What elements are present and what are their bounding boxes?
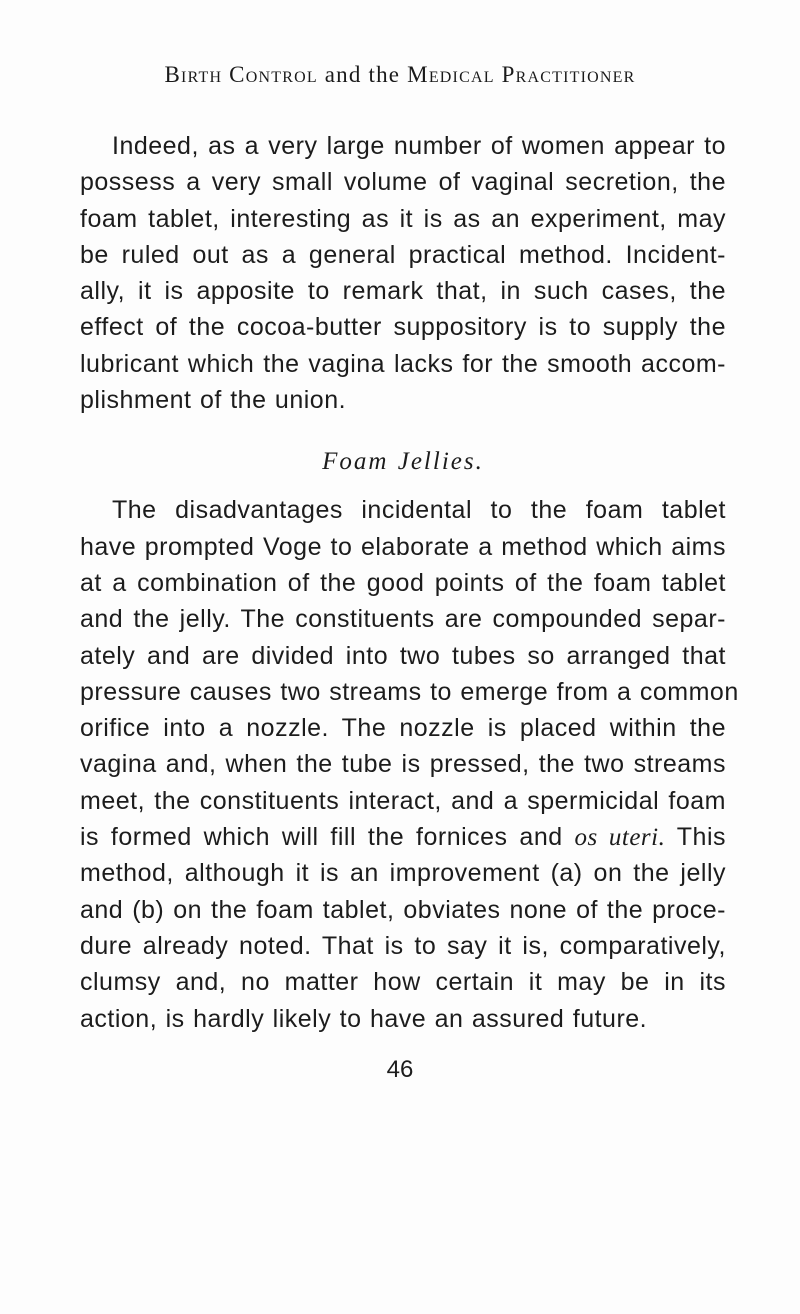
running-head-word: Practitioner: [501, 62, 636, 87]
body-text: [80, 128, 739, 1037]
text-line: be ruled out as a general practical method. Incident-: [80, 240, 726, 269]
running-head-word: the: [368, 62, 401, 87]
text-run: is formed which will fill the fornices and: [80, 823, 575, 852]
text-line: lubricant which the vagina lacks for the smooth accom-: [80, 349, 726, 378]
text-line: Indeed, as a very large number of women appear to: [112, 132, 726, 160]
text-line: meet, the constituents interact, and a spermicidal foam: [80, 786, 726, 815]
running-head-word: Birth: [164, 62, 223, 87]
running-head: [0, 62, 800, 88]
text-line: ately and are divided into two tubes so arranged that: [80, 641, 726, 670]
text-line: plishment of the union.: [80, 386, 347, 415]
section-heading: Foam Jellies.: [322, 448, 484, 476]
text-line: possess a very small volume of vaginal secretion, the: [80, 168, 726, 197]
text-line: effect of the cocoa-butter suppository is to supply the: [80, 313, 726, 342]
paragraph-1: [80, 128, 726, 418]
text-line: foam tablet, interesting as it is as an experiment, may: [80, 204, 726, 233]
text-line: The disadvantages incidental to the foam tablet: [112, 496, 726, 525]
page-number: 46: [386, 1056, 414, 1083]
text-line: vagina and, when the tube is pressed, the two streams: [80, 750, 726, 779]
running-head-word: Medical: [407, 62, 495, 87]
text-line: at a combination of the good points of the foam tablet: [80, 568, 726, 597]
text-line: and (b) on the foam tablet, obviates none of the proce-: [80, 895, 726, 924]
text-run: This: [665, 823, 726, 852]
text-line: action, is hardly likely to have an assured future.: [80, 1004, 648, 1033]
text-line: dure already noted. That is to say it is, comparatively,: [80, 931, 726, 960]
running-head-word: and: [324, 62, 362, 87]
text-line: [80, 819, 726, 855]
text-line: clumsy and, no matter how certain it may be in its: [80, 968, 726, 997]
text-line: have prompted Voge to elaborate a method which aims: [80, 532, 726, 561]
text-line: ally, it is apposite to remark that, in such cases, the: [80, 277, 726, 306]
text-line: orifice into a nozzle. The nozzle is placed within the: [80, 714, 726, 743]
text-line: and the jelly. The constituents are compounded separ-: [80, 605, 726, 634]
text-line: method, although it is an improvement (a) on the jelly: [80, 859, 726, 888]
text-line: pressure causes two streams to emerge from a common: [80, 677, 739, 706]
latin-term: os uteri.: [574, 824, 666, 852]
running-head-word: Control: [229, 62, 318, 87]
paragraph-2: [80, 492, 739, 1036]
